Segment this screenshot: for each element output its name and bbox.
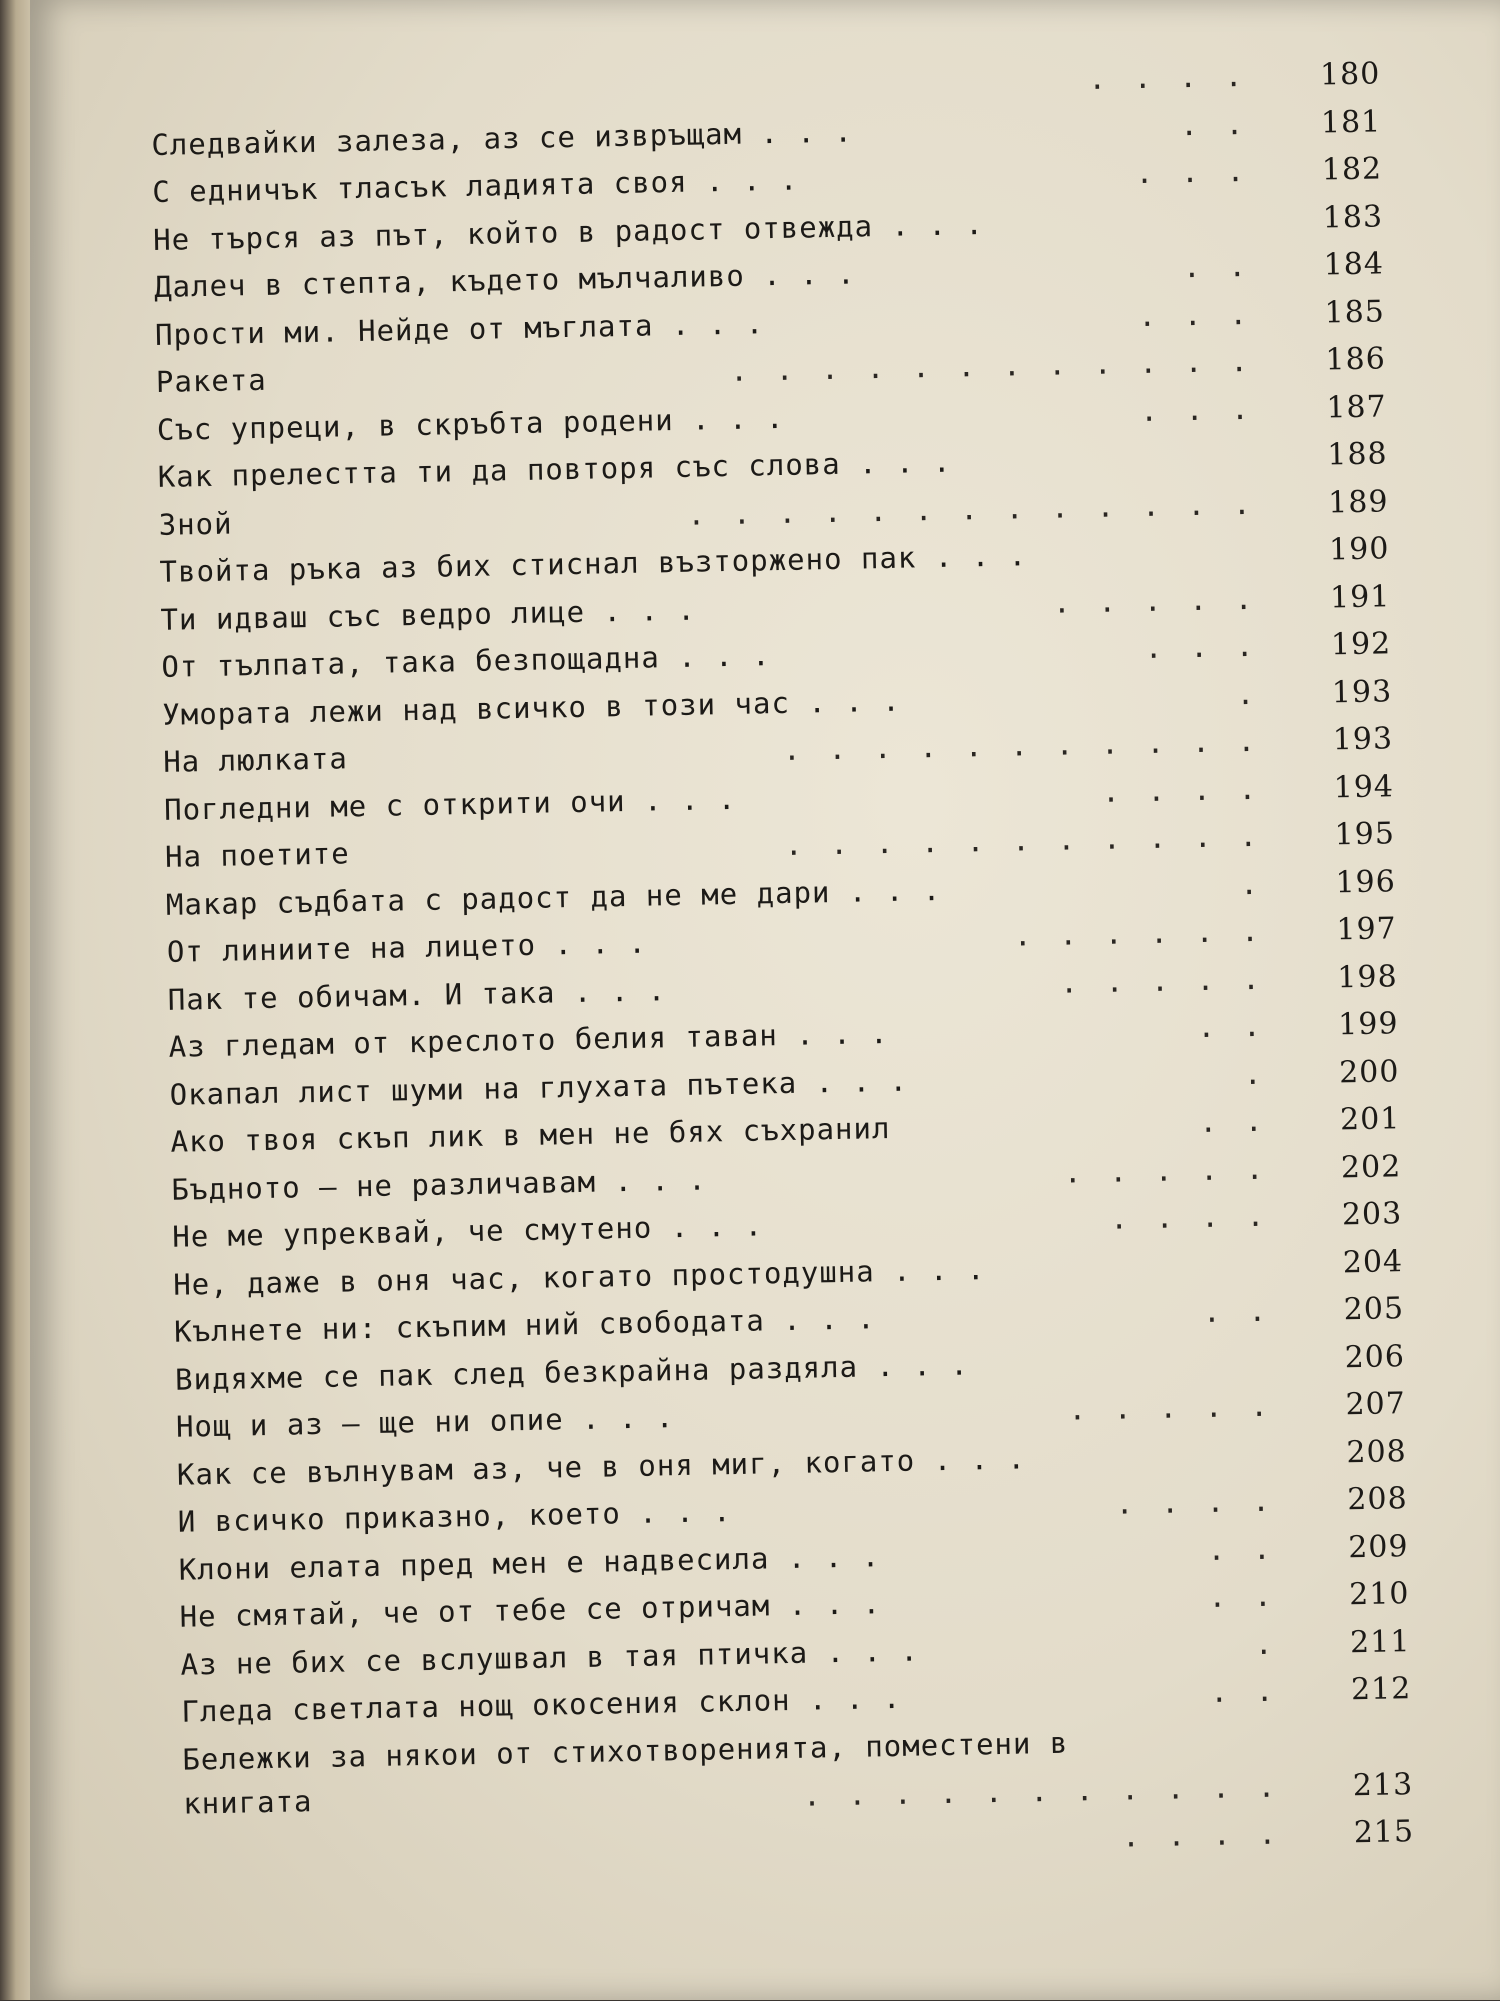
toc-entry-page-number: 195 (1334, 816, 1396, 853)
toc-leader-dots: ... (1144, 628, 1282, 666)
toc-entry-page-number: 196 (1335, 863, 1397, 900)
toc-leader-dots: ... (1135, 153, 1273, 191)
toc-entry-page-number: 184 (1323, 246, 1385, 283)
toc-entry-page-number: 207 (1345, 1386, 1407, 1423)
toc-entry-title: Не ме упреквай, че смутено . . . (172, 1208, 764, 1254)
toc-entry-title: Аз гледам от креслото белия таван . . . (168, 1016, 889, 1064)
toc-entry-title: От тълпата, така безпощадна . . . (161, 638, 771, 684)
toc-entry-page-number: 192 (1330, 626, 1392, 663)
toc-entry-page-number: 215 (1353, 1813, 1415, 1850)
toc-entry-title: Как се вълнувам аз, че в оня миг, когато . . . (176, 1440, 1027, 1492)
toc-entry-page-number: 199 (1337, 1006, 1399, 1043)
toc-entry-page-number: 210 (1348, 1576, 1410, 1613)
toc-entry-title: На люлката (162, 741, 349, 779)
toc-entry-page-number: 201 (1339, 1101, 1401, 1138)
toc-entry-page-number: 203 (1341, 1196, 1403, 1233)
toc-entry-page-number: 208 (1346, 1433, 1408, 1470)
table-of-contents (150, 48, 1414, 1876)
toc-leader-dots: ..... (1068, 1388, 1297, 1427)
toc-leader-dots: ........... (802, 1768, 1304, 1813)
toc-leader-dots: .... (1110, 1198, 1293, 1236)
toc-entry-title: Аз не бих се вслушвал в тая птичка . . . (180, 1633, 920, 1682)
toc-entry-title: Пак те обичам. И така . . . (167, 972, 667, 1017)
toc-entry-title: Макар съдбата с радост да не ме дари . . . (165, 872, 942, 922)
toc-leader-dots: .. (1197, 1008, 1289, 1045)
toc-leader-dots: ..... (1063, 1150, 1292, 1190)
toc-entry-title: Прости ми. Нейде от мъглата . . . (154, 305, 765, 352)
toc-entry-title: Окапал лист шуми на глухата пътека . . . (169, 1063, 909, 1112)
toc-leader-dots: ... (1138, 295, 1276, 333)
toc-entry-page-number: 193 (1332, 721, 1394, 758)
toc-entry-page-number: 208 (1347, 1481, 1408, 1518)
toc-entry-page-number: 209 (1347, 1528, 1409, 1565)
toc-leader-dots: ............. (687, 485, 1279, 532)
toc-leader-dots: .. (1182, 248, 1275, 285)
toc-entry-page-number: 212 (1350, 1671, 1412, 1708)
toc-entry-title: Със упреци, в скръбта родени . . . (156, 400, 785, 447)
toc-entry-page-number: 211 (1349, 1623, 1411, 1660)
toc-entry-page-number: 213 (1352, 1766, 1414, 1803)
toc-leader-dots: .. (1202, 1293, 1295, 1330)
toc-entry-title: Гледа светлата нощ окосения склон . . . (181, 1680, 902, 1729)
toc-entry-title: И всичко приказно, което . . . (177, 1494, 732, 1539)
toc-entry-page-number: 182 (1321, 151, 1383, 188)
toc-entry-page-number: 189 (1327, 483, 1389, 520)
toc-leader-dots: . (1254, 1625, 1301, 1661)
toc-leader-dots: . (1239, 865, 1287, 901)
toc-entry-title: Далеч в степта, където мълчаливо . . . (153, 256, 856, 304)
toc-entry-page-number: 197 (1336, 911, 1398, 948)
toc-entry-title: Видяхме се пак след безкрайна раздяла . . . (174, 1347, 970, 1397)
toc-leader-dots: .. (1199, 1103, 1291, 1140)
toc-entry-page-number: 185 (1324, 293, 1386, 330)
toc-leader-dots: ... (1139, 390, 1277, 428)
toc-entry-page-number: 188 (1326, 436, 1388, 473)
toc-leader-dots: .. (1179, 105, 1272, 142)
toc-entry-page-number: 190 (1328, 531, 1390, 568)
toc-entry-title: На поетите (164, 836, 350, 874)
toc-entry-title: Ти идваш със ведро лице . . . (160, 592, 697, 637)
toc-entry-page-number: 180 (1319, 56, 1381, 93)
toc-entry-title: Зной (158, 506, 233, 542)
toc-leader-dots: ..... (1060, 960, 1288, 1000)
toc-leader-dots: .... (1121, 1815, 1305, 1854)
toc-entry-title: Ако твоя скъп лик в мен не бях съхранил (170, 1110, 891, 1159)
toc-entry-page-number: 187 (1326, 388, 1387, 425)
toc-entry-page-number: 200 (1338, 1053, 1400, 1090)
toc-entry-page-number: 204 (1342, 1243, 1404, 1280)
toc-leader-dots: ..... (1052, 580, 1281, 620)
toc-entry-title: Не, даже в оня час, когато простодушна . . . (172, 1251, 986, 1302)
toc-entry-title: Ракета (155, 362, 268, 399)
toc-entry-page-number: 198 (1336, 958, 1398, 995)
toc-entry-page-number: 193 (1331, 673, 1393, 710)
toc-entry-title-continued: книгата (182, 1783, 313, 1821)
toc-entry-page-number: 194 (1333, 768, 1395, 805)
toc-entry-title: Не търся аз път, който в радост отвежда . . . (152, 206, 985, 257)
toc-entry-page-number: 183 (1322, 198, 1384, 236)
toc-entry-page-number: 186 (1325, 341, 1387, 378)
toc-entry-title: Бъдното — не различавам . . . (171, 1162, 708, 1207)
toc-entry-page-number: 202 (1340, 1148, 1402, 1185)
toc-entry-title: Клони елата пред мен е надвесила . . . (178, 1538, 881, 1587)
toc-entry-title: С едничък тласък ладията своя . . . (151, 162, 799, 209)
toc-entry-title: Нощ и аз — ще ни опие . . . (175, 1400, 675, 1444)
toc-leader-dots: .. (1210, 1673, 1302, 1709)
toc-entry-title: Следвайки залеза, аз се извръщам . . . (151, 114, 854, 162)
toc-leader-dots: .... (1115, 1483, 1298, 1521)
toc-entry-page-number: 191 (1329, 578, 1391, 615)
toc-leader-dots: ...... (1013, 913, 1288, 953)
toc-entry-title: Как прелестта ти да повторя със слова . . . (157, 444, 952, 494)
toc-leader-dots: ........... (784, 818, 1286, 862)
toc-entry-title: Не смятай, че от тебе се отричам . . . (179, 1586, 882, 1634)
toc-leader-dots: .. (1207, 1530, 1299, 1567)
toc-entry-title: Кълнете ни: скъпим ний свободата . . . (173, 1301, 876, 1349)
toc-entry-page-number: 205 (1343, 1291, 1405, 1328)
toc-leader-dots: .. (1208, 1578, 1300, 1614)
toc-entry-title: Погледни ме с открити очи . . . (163, 781, 737, 827)
toc-entry-title: Бележки за някои от стихотворенията, поместени в (182, 1725, 1069, 1777)
toc-leader-dots: . (1243, 1055, 1290, 1091)
toc-entry-page-number: 181 (1320, 103, 1382, 141)
toc-leader-dots: ............ (730, 343, 1277, 388)
toc-entry-title: Умората лежи над всичко в този час . . . (162, 683, 901, 732)
toc-entry-title: От линиите на лицето . . . (166, 925, 648, 969)
toc-leader-dots: . (1236, 675, 1283, 711)
toc-leader-dots: .... (1101, 770, 1285, 809)
toc-leader-dots: .... (1088, 58, 1271, 96)
toc-entry-title: Твойта ръка аз бих стиснал възторжено пак . . . (159, 538, 1028, 589)
toc-entry-page-number: 206 (1344, 1338, 1406, 1375)
toc-leader-dots: ........... (782, 723, 1284, 767)
